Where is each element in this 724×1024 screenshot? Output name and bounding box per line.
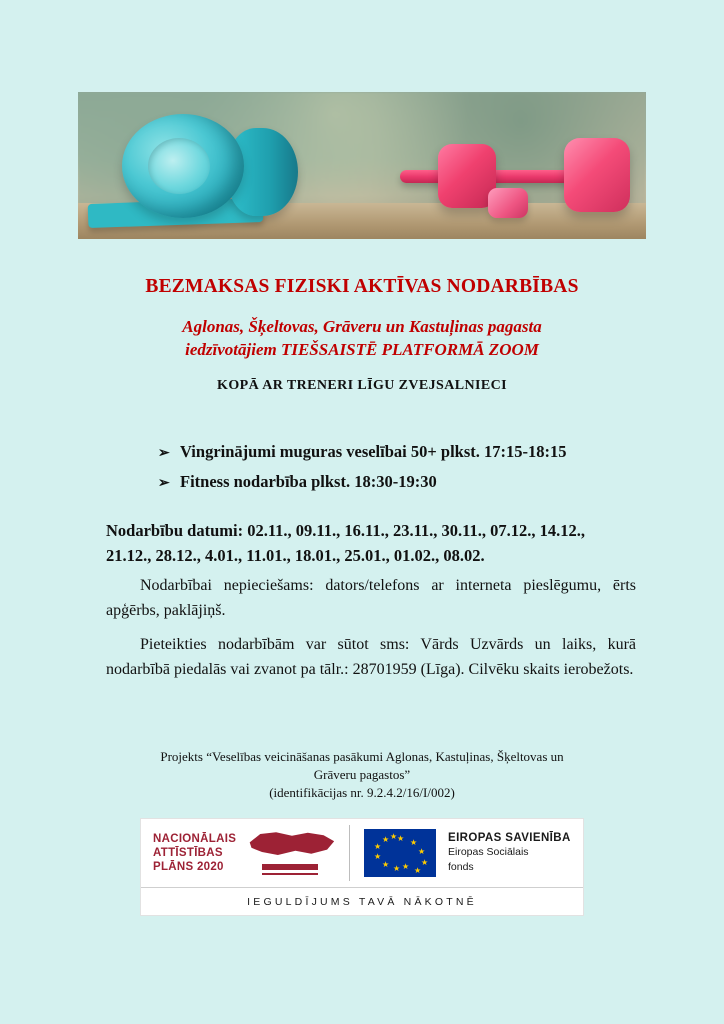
project-info — [112, 748, 612, 802]
nap-logo-line-3: PLĀNS 2020 — [153, 861, 224, 873]
hero-dumbbell-weight-right — [564, 138, 630, 212]
project-info-line-1: Projekts “Veselības veicināšanas pasākumi Aglonas, Kastuļinas, Šķeltovas un — [160, 749, 564, 764]
list-item — [158, 440, 628, 466]
poster-subtitle — [108, 315, 616, 361]
eu-star-icon: ★ — [382, 860, 390, 869]
list-item — [158, 470, 628, 496]
eu-star-icon: ★ — [374, 852, 382, 861]
poster-title: BEZMAKSAS FIZISKI AKTĪVAS NODARBĪBAS — [145, 276, 579, 297]
nap-logo-line-1: NACIONĀLAIS — [153, 833, 237, 845]
dates-label: Nodarbību datumi: — [106, 521, 244, 540]
eu-star-icon: ★ — [393, 864, 401, 873]
eu-logo-title: EIROPAS SAVIENĪBA — [448, 832, 571, 844]
arrow-bullet-icon: ➢ — [158, 446, 170, 461]
nap-logo-line-2: ATTĪSTĪBAS — [153, 847, 223, 859]
eu-star-icon: ★ — [374, 842, 382, 851]
paragraph-requirements: Nodarbībai nepieciešams: dators/telefons ar interneta pieslēgumu, ērts apģērbs, paklājiņš. — [106, 577, 636, 619]
hero-mat-roll-primary — [122, 114, 244, 218]
session-list — [158, 440, 628, 500]
eu-logo-subtitle-line-1: Eiropas Sociālais — [448, 846, 529, 858]
paragraph-signup: Pieteikties nodarbībām var sūtot sms: Vārds Uzvārds un laiks, kurā nodarbībā piedalās vai zvanot pa tālr.: 28701959 (Līga). Cilvēku skaits ierobežots. — [106, 636, 636, 678]
eu-star-icon: ★ — [390, 832, 398, 841]
eu-logo-subtitle-line-2: fonds — [448, 861, 474, 873]
funding-logo-bar — [140, 818, 584, 916]
hero-photo — [78, 92, 646, 239]
list-item-label: Fitness nodarbība plkst. 18:30-19:30 — [180, 472, 437, 491]
nap-logo-text — [153, 832, 236, 874]
funding-tagline: IEGULDĪJUMS TAVĀ NĀKOTNĒ — [247, 896, 477, 908]
latvia-flag-icon — [262, 864, 318, 875]
list-item-label: Vingrinājumi muguras veselībai 50+ plkst. 17:15-18:15 — [180, 442, 567, 461]
eu-star-icon: ★ — [402, 862, 410, 871]
nap-logo — [141, 819, 349, 887]
hero-dumbbell-weight-small — [488, 188, 528, 218]
eu-star-icon: ★ — [414, 866, 422, 875]
eu-star-icon: ★ — [397, 834, 405, 843]
dates-line-2: 21.12., 28.12., 4.01., 11.01., 18.01., 25.01., 01.02., 08.02. — [106, 546, 485, 565]
eu-star-icon: ★ — [382, 835, 390, 844]
dates-line-1: 02.11., 09.11., 16.11., 23.11., 30.11., 07.12., 14.12., — [243, 521, 586, 540]
trainer-line: KOPĀ AR TRENERI LĪGU ZVEJSALNIECI — [217, 378, 507, 393]
eu-logo-text — [436, 832, 571, 874]
eu-star-icon: ★ — [418, 847, 426, 856]
latvia-outline-shape — [246, 831, 334, 861]
eu-star-icon: ★ — [410, 837, 418, 847]
dates-block — [106, 518, 636, 568]
funding-logo-row — [141, 819, 583, 887]
latvia-map-icon — [246, 829, 334, 877]
poster-subtitle-line-2: iedzīvotājiem TIEŠSAISTĒ PLATFORMĀ ZOOM — [185, 340, 539, 359]
project-info-line-2: Grāveru pagastos” — [313, 767, 411, 782]
eu-flag-icon — [364, 829, 436, 877]
eu-star-icon: ★ — [421, 858, 429, 867]
arrow-bullet-icon: ➢ — [158, 476, 170, 491]
project-info-line-3: (identifikācijas nr. 9.2.4.2/16/I/002) — [269, 785, 455, 800]
eu-logo — [350, 819, 583, 887]
poster-subtitle-line-1: Aglonas, Šķeltovas, Grāveru un Kastuļinas pagasta — [182, 317, 542, 336]
funding-tagline-row — [141, 887, 583, 916]
